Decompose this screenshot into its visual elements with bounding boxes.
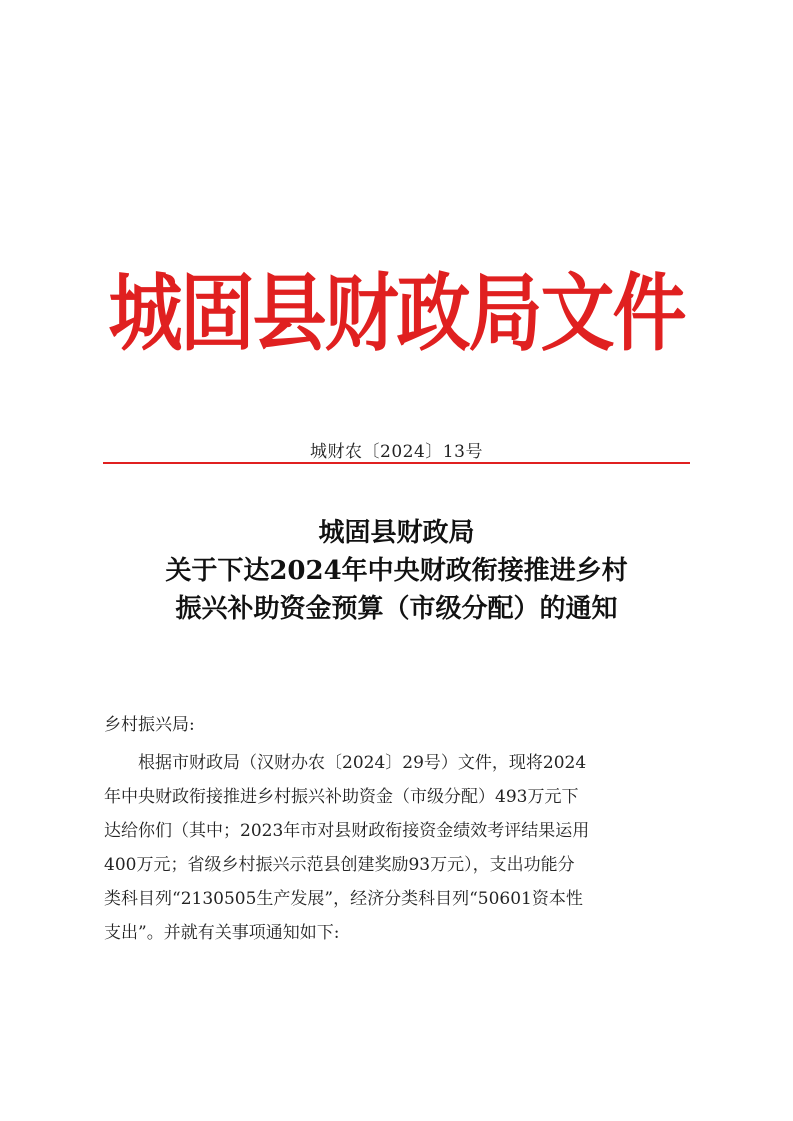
body-line: 支出”。并就有关事项通知如下: bbox=[104, 923, 340, 943]
body-line: 400万元；省级乡村振兴示范县创建奖励93万元），支出功能分 bbox=[104, 855, 575, 875]
title-line-issuer: 城固县财政局 bbox=[318, 518, 475, 548]
masthead-title: 城固县财政局文件 bbox=[108, 265, 685, 364]
salutation: 乡村振兴局: bbox=[104, 715, 195, 735]
body-line: 根据市财政局（汉财办农〔2024〕29号）文件，现将2024 bbox=[104, 753, 587, 773]
title-line-subject: 关于下达2024年中央财政衔接推进乡村 bbox=[165, 556, 628, 586]
body-paragraph bbox=[104, 746, 696, 950]
notice-title bbox=[0, 514, 793, 628]
red-divider-line bbox=[103, 462, 690, 464]
title-line-subject-cont: 振兴补助资金预算（市级分配）的通知 bbox=[175, 594, 618, 624]
body-line: 类科目列“2130505生产发展”，经济分类科目列“50601资本性 bbox=[104, 889, 583, 909]
body-line: 达给你们（其中；2023年市对县财政衔接资金绩效考评结果运用 bbox=[104, 821, 590, 841]
document-number: 城财农〔2024〕13号 bbox=[310, 442, 483, 462]
body-line: 年中央财政衔接推进乡村振兴补助资金（市级分配）493万元下 bbox=[104, 787, 579, 807]
